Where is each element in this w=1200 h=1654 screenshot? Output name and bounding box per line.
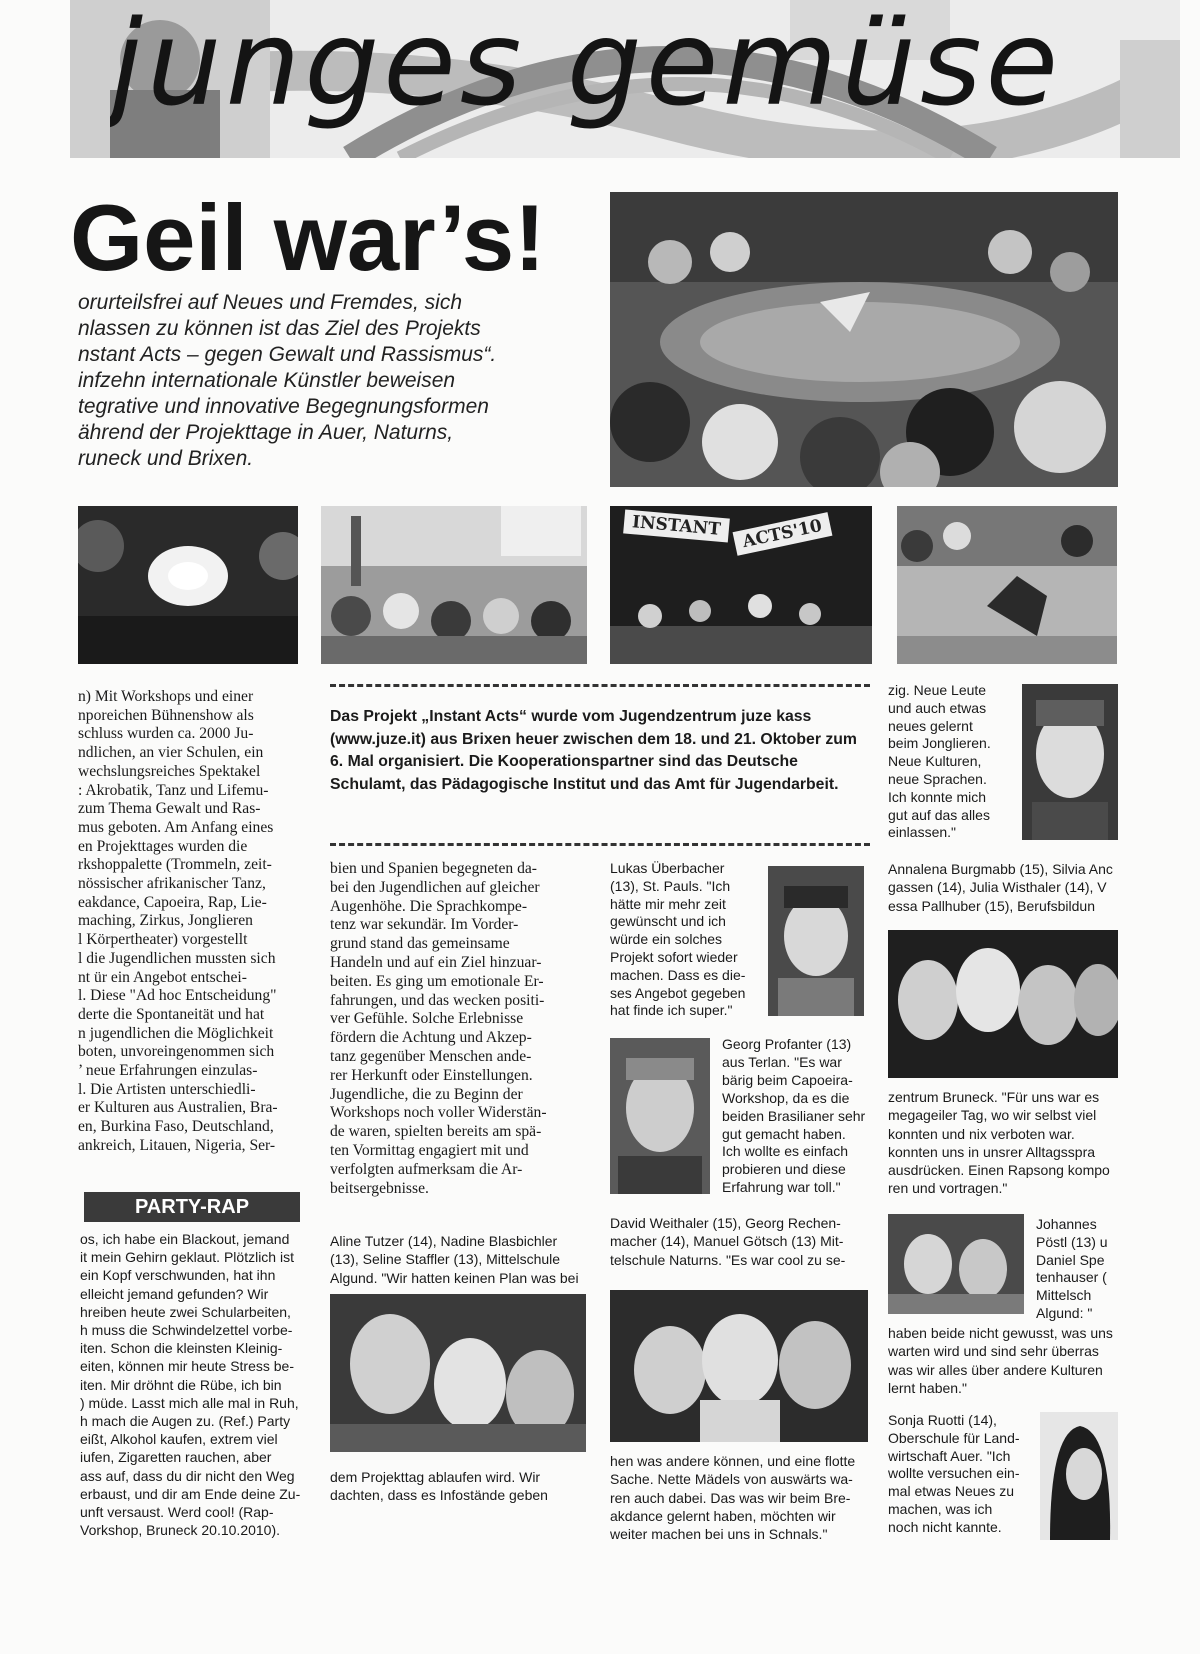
body-line: ten Vormittag engagiert mit und: [330, 1141, 529, 1159]
quote-line: haben beide nicht gewusst, was uns: [888, 1325, 1113, 1341]
quote-line: hat finde ich super.": [610, 1002, 733, 1019]
body-line: bei den Jugendlichen auf gleicher: [330, 878, 540, 896]
quote-line: bärig beim Capoeira-: [722, 1071, 853, 1088]
body-line: nporeichen Bühnenshow als: [78, 706, 254, 724]
body-line: n) Mit Workshops und einer: [78, 688, 254, 705]
quote-line: Johannes: [1036, 1216, 1097, 1232]
rap-line: hreiben heute zwei Schularbeiten,: [80, 1303, 291, 1320]
body-line: : Akrobatik, Tanz und Lifemu-: [78, 781, 269, 799]
rap-line: iufen, Zigaretten rauchen, aber: [80, 1449, 272, 1466]
quote-line: Sache. Nette Mädels von auswärts wa-: [610, 1471, 853, 1488]
body-line: nt ür ein Angebot entschei-: [78, 968, 247, 986]
lead-line: tegrative und innovative Begegnungsformen: [78, 395, 489, 418]
rap-line: eiten, können mir heute Stress be-: [80, 1358, 295, 1375]
rap-line: Vorkshop, Bruneck 20.10.2010).: [80, 1522, 281, 1539]
quote-johannes-continued: [888, 1324, 1120, 1397]
quote-line: gewünscht und ich: [610, 913, 726, 930]
banner-instant: INSTANT: [623, 509, 730, 542]
quote-line: ses Angebot gegeben: [610, 984, 746, 1001]
quote-line: beim Jonglieren.: [888, 735, 991, 752]
lead-line: nlassen zu können ist das Ziel des Projekts: [78, 317, 481, 340]
body-line: zum Thema Gewalt und Ras-: [78, 800, 261, 818]
quote-line: machen, was ich: [888, 1500, 993, 1517]
body-line: Augenhöhe. Die Sprachkompe-: [330, 897, 528, 915]
body-line: bien und Spanien begegneten da-: [330, 860, 537, 877]
quote-line: (13), St. Pauls. "Ich: [610, 877, 731, 894]
body-line: rkshoppalette (Trommeln, zeit-: [78, 856, 272, 874]
quote-line: warten wird und sind sehr überras: [888, 1343, 1099, 1360]
rap-line: h mach die Augen zu. (Ref.) Party: [80, 1413, 291, 1430]
quote-col4-top: [888, 682, 1010, 842]
lead-line: nstant Acts – gegen Gewalt und Rassismus“.: [78, 343, 497, 366]
quote-line: würde ein solches: [610, 931, 723, 948]
body-line: ankreich, Litauen, Nigeria, Ser-: [78, 1136, 276, 1154]
quote-line: megageiler Tag, wo wir selbst viel: [888, 1107, 1097, 1124]
quote-david: [610, 1214, 870, 1269]
photo-sonja: [1040, 1412, 1118, 1540]
body-column-2: [330, 860, 592, 1198]
quote-line: macher (14), Manuel Götsch (13) Mit-: [610, 1233, 844, 1250]
quote-line: noch nicht kannte.: [888, 1518, 1002, 1535]
photo-breakdance: [897, 506, 1117, 664]
quote-sonja: [888, 1412, 1030, 1537]
photo-young-man-portrait: [1022, 684, 1118, 840]
quote-line: machen. Dass es die-: [610, 966, 746, 983]
rap-line: iten. Mir dröhnt die Rübe, ich bin: [80, 1376, 282, 1393]
body-line: eakdance, Capoeira, Rap, Lie-: [78, 893, 267, 911]
quote-line: wollte versuchen ein-: [888, 1465, 1020, 1482]
body-line: wechslungsreiches Spektakel: [78, 762, 261, 780]
rap-line: ass auf, dass du dir nicht den Weg: [80, 1467, 295, 1484]
body-line: en, Burkina Faso, Deutschland,: [78, 1118, 274, 1136]
quote-line: Aline Tutzer (14), Nadine Blasbichler: [330, 1233, 558, 1249]
quote-line: Ich konnte mich: [888, 788, 987, 805]
quote-aline-continued: [330, 1468, 592, 1505]
body-line: fahrungen, und das wecken positi-: [330, 991, 545, 1009]
info-box-bottom-rule: [330, 843, 870, 846]
quote-line: gut gemacht haben.: [722, 1125, 846, 1142]
quote-line: zentrum Bruneck. "Für uns war es: [888, 1089, 1100, 1105]
quote-line: hätte mir mehr zeit: [610, 895, 726, 912]
photo-three-girls: [330, 1294, 586, 1452]
quote-line: ausdrücken. Einen Rapsong kompo: [888, 1162, 1110, 1179]
photo-georg: [610, 1038, 710, 1194]
rap-line: eißt, Alkohol kaufen, extrem viel: [80, 1431, 278, 1448]
rap-line: ein Kopf verschwunden, hat ihn: [80, 1267, 276, 1284]
quote-line: Algund. "Wir hatten keinen Plan was bei: [330, 1269, 579, 1286]
rap-line: elleicht jemand gefunden? Wir: [80, 1285, 269, 1302]
body-line: l. Die Artisten unterschiedli-: [78, 1080, 256, 1098]
rap-line: it mein Gehirn geklaut. Plötzlich ist: [80, 1249, 294, 1266]
quote-annalena-continued: [888, 1088, 1120, 1198]
quote-line: Projekt sofort wieder: [610, 948, 738, 965]
body-line: fördern die Achtung und Akzep-: [330, 1029, 532, 1047]
header-title: junges gemüse: [110, 0, 1063, 132]
body-line: Handeln und auf ein Ziel hinzuar-: [330, 953, 542, 971]
quote-line: aus Terlan. "Es war: [722, 1053, 842, 1070]
quote-line: telschule Naturns. "Es war cool zu se-: [610, 1251, 846, 1268]
quote-line: Algund: ": [1036, 1304, 1093, 1321]
lead-line: ährend der Projekttage in Auer, Naturns,: [78, 421, 454, 444]
body-line: l die Jugendlichen mussten sich: [78, 949, 276, 967]
body-column-1: [78, 688, 310, 1156]
quote-line: Annalena Burgmabb (15), Silvia Anc: [888, 861, 1113, 877]
body-line: er Kulturen aus Australien, Bra-: [78, 1099, 278, 1117]
body-line: maching, Zirkus, Jonglieren: [78, 912, 253, 930]
quote-line: dem Projekttag ablaufen wird. Wir: [330, 1469, 541, 1485]
quote-line: Oberschule für Land-: [888, 1429, 1020, 1446]
quote-line: Workshop, da es die: [722, 1089, 850, 1106]
rap-line: h muss die Schwindelzettel vorbe-: [80, 1322, 293, 1339]
rap-line: unft versaust. Werd cool! (Rap-: [80, 1504, 274, 1521]
lead-line: orurteilsfrei auf Neues und Fremdes, sich: [78, 291, 462, 314]
quote-line: gut auf das alles: [888, 806, 990, 823]
quote-line: Pöstl (13) u: [1036, 1233, 1108, 1250]
quote-line: Georg Profanter (13): [722, 1036, 852, 1052]
body-line: l. Diese "Ad hoc Entscheidung": [78, 987, 277, 1005]
quote-line: einlassen.": [888, 824, 957, 841]
quote-line: gassen (14), Julia Wisthaler (14), V: [888, 879, 1107, 896]
photo-instant-acts-stage: [610, 506, 872, 664]
quote-line: essa Pallhuber (15), Berufsbildun: [888, 897, 1096, 914]
lead-paragraph: [78, 290, 598, 472]
quote-line: neue Sprachen.: [888, 770, 987, 787]
quote-line: ren auch dabei. Das was wir beim Bre-: [610, 1489, 851, 1506]
quote-line: tenhauser (: [1036, 1269, 1107, 1286]
body-line: derte die Spontaneität und hat: [78, 1005, 265, 1023]
info-box-top-rule: [330, 684, 870, 687]
body-line: ’ neue Erfahrungen einzulas-: [78, 1062, 258, 1080]
quote-line: Sonja Ruotti (14),: [888, 1412, 997, 1428]
quote-line: Erfahrung war toll.": [722, 1179, 841, 1196]
body-line: ver Gefühle. Solche Erlebnisse: [330, 1010, 524, 1028]
body-line: beitsergebnisse.: [330, 1179, 429, 1197]
quote-line: konnten uns in unsrer Alltagsspra: [888, 1143, 1096, 1160]
quote-lukas: [610, 860, 760, 1020]
photo-gym-cheering: [321, 506, 587, 664]
headline: Geil war’s!: [70, 185, 546, 290]
quote-line: Daniel Spe: [1036, 1251, 1105, 1268]
quote-aline: [330, 1232, 592, 1287]
rap-line: os, ich habe ein Blackout, jemand: [80, 1231, 290, 1247]
lead-line: infzehn internationale Künstler beweisen: [78, 369, 456, 392]
quote-line: Mittelsch: [1036, 1287, 1092, 1304]
body-line: ndlichen, an vier Schulen, ein: [78, 744, 264, 762]
body-line: en Projekttages wurden die: [78, 837, 248, 855]
photo-lukas: [768, 866, 864, 1016]
party-rap-text: [80, 1230, 308, 1539]
header-banner: [70, 0, 1180, 158]
quote-line: ren und vortragen.": [888, 1180, 1008, 1197]
body-line: mus geboten. Am Anfang eines: [78, 818, 274, 836]
body-line: schluss wurden ca. 2000 Ju-: [78, 725, 254, 743]
body-line: tenz war sekundär. Im Vorder-: [330, 916, 519, 934]
quote-line: David Weithaler (15), Georg Rechen-: [610, 1215, 841, 1231]
quote-line: was wir alles über andere Kulturen: [888, 1361, 1103, 1378]
quote-line: akdance gelernt haben, möchten wir: [610, 1507, 836, 1524]
quote-line: Neue Kulturen,: [888, 753, 982, 770]
quote-line: weiter machen bei uns in Schnals.": [610, 1526, 828, 1543]
photo-two-boys: [888, 1214, 1024, 1314]
body-line: grund stand das gemeinsame: [330, 935, 510, 953]
body-line: verfolgten aufmerksam die Ar-: [330, 1160, 523, 1178]
quote-line: Lukas Überbacher: [610, 860, 725, 876]
body-line: beiten. Es ging um emotionale Er-: [330, 972, 544, 990]
quote-line: lernt haben.": [888, 1379, 967, 1396]
photo-four-girls: [888, 930, 1118, 1078]
photo-three-boys: [610, 1290, 868, 1442]
quote-line: beiden Brasilianer sehr: [722, 1107, 866, 1124]
quote-line: zig. Neue Leute: [888, 682, 987, 698]
body-line: de waren, spielten bereits am spä-: [330, 1123, 542, 1141]
quote-line: wirtschaft Auer. "Ich: [888, 1447, 1011, 1464]
body-line: Workshops noch voller Widerstän-: [330, 1104, 547, 1122]
body-line: n jugendlichen die Möglichkeit: [78, 1024, 274, 1042]
quote-line: Ich wollte es einfach: [722, 1143, 849, 1160]
body-line: Jugendliche, die zu Beginn der: [330, 1085, 523, 1103]
rap-line: ) müde. Lasst mich alle mal in Ruh,: [80, 1394, 299, 1411]
quote-line: dachten, dass es Infostände geben: [330, 1487, 548, 1504]
body-line: nössischer afrikanischer Tanz,: [78, 875, 266, 893]
quote-line: mal etwas Neues zu: [888, 1483, 1015, 1500]
rap-line: iten. Schon die kleinsten Kleinig-: [80, 1340, 283, 1357]
lead-line: runeck und Brixen.: [78, 447, 254, 470]
quote-line: und auch etwas: [888, 699, 987, 716]
rap-line: erbaust, und dir am Ende deine Zu-: [80, 1485, 301, 1502]
quote-annalena: [888, 860, 1120, 915]
body-line: boten, unvoreingenommen sich: [78, 1043, 275, 1061]
photo-stage-fire: [78, 506, 298, 664]
party-rap-title: PARTY-RAP: [134, 1196, 250, 1218]
quote-line: konnten und nix verboten war.: [888, 1125, 1075, 1142]
body-line: l Körpertheater) vorgestellt: [78, 931, 248, 949]
quote-johannes: [1036, 1216, 1120, 1323]
quote-line: neues gelernt: [888, 717, 973, 734]
body-line: rer Herkunft oder Einstellungen.: [330, 1066, 533, 1084]
quote-line: probieren und diese: [722, 1161, 846, 1178]
party-rap-heading: [84, 1192, 300, 1222]
quote-line: hen was andere können, und eine flotte: [610, 1453, 856, 1469]
quote-georg: [722, 1036, 868, 1197]
info-box-text: Das Projekt „Instant Acts“ wurde vom Jugendzentrum juze kass (www.juze.it) aus Brixen heuer zwischen dem 18. und 21. Oktober zum 6. Mal organisiert. Die Kooperationspartner sind das Deutsche Schulamt, das Pädagogische Institut und das Amt für Jugendarbeit.: [330, 708, 857, 793]
body-line: tanz gegenüber Menschen ande-: [330, 1047, 532, 1065]
banner-acts10: ACTS'10: [733, 512, 832, 556]
quote-line: (13), Seline Staffler (13), Mittelschule: [330, 1251, 561, 1268]
photo-crowd-dance: [610, 192, 1118, 487]
quote-david-continued: [610, 1452, 870, 1543]
